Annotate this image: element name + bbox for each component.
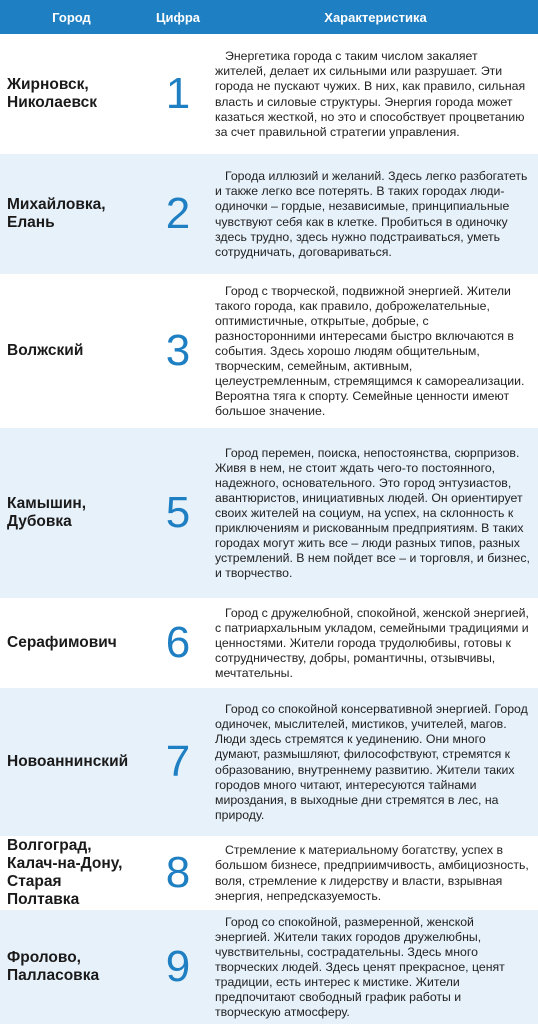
header-digit: Цифра — [155, 9, 201, 25]
table-row — [0, 836, 538, 908]
city-description: Город со спокойной, размеренной, женской энергией. Жители таких городов дружелюбны, чувствительны, сострадательны. Здесь много творческих людей. Здесь ценят прекрасное, ценят традиции, есть интерес к мистике. Жители предпочитают свободный график работы и творческую атмосферу. — [215, 914, 505, 1020]
header-description: Характеристика — [324, 9, 427, 25]
city-description: Город перемен, поиска, непостоянства, сюрпризов. Живя в нем, не стоит ждать чего-то постоянного, надежного, основательного. Это город энтузиастов, авантюристов, инициативных людей. Он ориентирует своих жителей на социум, на успех, на склонность к приключениям и рискованным предприятиям. В таких городах могут жить все – люди разных типов, разных устремлений. В нем пойдет все – и торговля, и бизнес, и творчество. — [215, 445, 530, 581]
city-digit: 9 — [165, 942, 191, 991]
table-row — [0, 908, 538, 1024]
city-digit: 2 — [165, 189, 191, 238]
table-header — [0, 0, 538, 34]
city-digit: 3 — [165, 326, 191, 375]
header-city: Город — [52, 9, 91, 25]
city-name: Волжский — [7, 342, 84, 359]
table-row — [0, 598, 538, 686]
city-name: Волгоград, Калач-на-Дону, Старая Полтавка — [7, 837, 123, 908]
city-name: Михайловка, Елань — [7, 196, 106, 231]
table-row — [0, 274, 538, 426]
table-row — [0, 34, 538, 152]
city-digit: 6 — [165, 618, 191, 667]
city-description: Города иллюзий и желаний. Здесь легко разбогатеть и также легко все потерять. В таких городах люди-одиночки – гордые, независимые, принципиальные чувствуют себя как в клетке. Пробиться в одиночку здесь трудно, здесь нужно подстраиваться, уметь сотрудничать, договариваться. — [215, 169, 528, 259]
city-description: Город с дружелюбной, спокойной, женской энергией, с патриархальным укладом, семейными традициями и ценностями. Жители города трудолюбивы, готовы к сотрудничеству, добры, романтичны, отзывчивы, мечтательны. — [215, 605, 529, 681]
city-name: Серафимович — [7, 634, 117, 651]
city-digit: 5 — [165, 488, 191, 537]
city-description: Энергетика города с таким числом закаляет жителей, делает их сильными или разрушает. Эти города не пускают чужих. В них, как правило, сильная власть и силовые структуры. Энергия города может казаться жесткой, но это и способствует процветанию за счет правильной стратегии управления. — [215, 49, 526, 139]
city-digit: 1 — [165, 69, 191, 118]
city-name: Жирновск, Николаевск — [7, 76, 97, 111]
city-digit: 7 — [165, 737, 191, 786]
table-row — [0, 152, 538, 274]
city-digit: 8 — [165, 848, 191, 897]
city-description: Стремление к материальному богатству, успех в большом бизнесе, предприимчивость, амбициозность, воля, стремление к лидерству и власти, взрывная энергия, непредсказуемость. — [215, 843, 529, 903]
city-name: Камышин, Дубовка — [7, 495, 87, 530]
table-row — [0, 426, 538, 598]
city-description: Город со спокойной консервативной энергией. Город одиночек, мыслителей, мистиков, учителей, магов. Люди здесь стремятся к уединению. Они много думают, размышляют, философствуют, стремятся к образованию, внутреннему развитию. Жители таких городов много читают, интересуются тайнами мироздания, в выходные дни стремятся в лес, на природу. — [215, 702, 528, 822]
city-description: Город с творческой, подвижной энергией. Жители такого города, как правило, доброжелательные, оптимистичные, открытые, добрые, с разносторонними интересами быстро включаются в события. Здесь хорошо людям общительным, творческим, семейным, активным, целеустремленным, стремящимся к самореализации. Вероятна тяга к спорту. Семейные ценности имеют большое значение. — [215, 283, 525, 419]
city-name: Новоаннинский — [7, 753, 129, 770]
city-name: Фролово, Палласовка — [7, 949, 100, 984]
table-row — [0, 686, 538, 836]
